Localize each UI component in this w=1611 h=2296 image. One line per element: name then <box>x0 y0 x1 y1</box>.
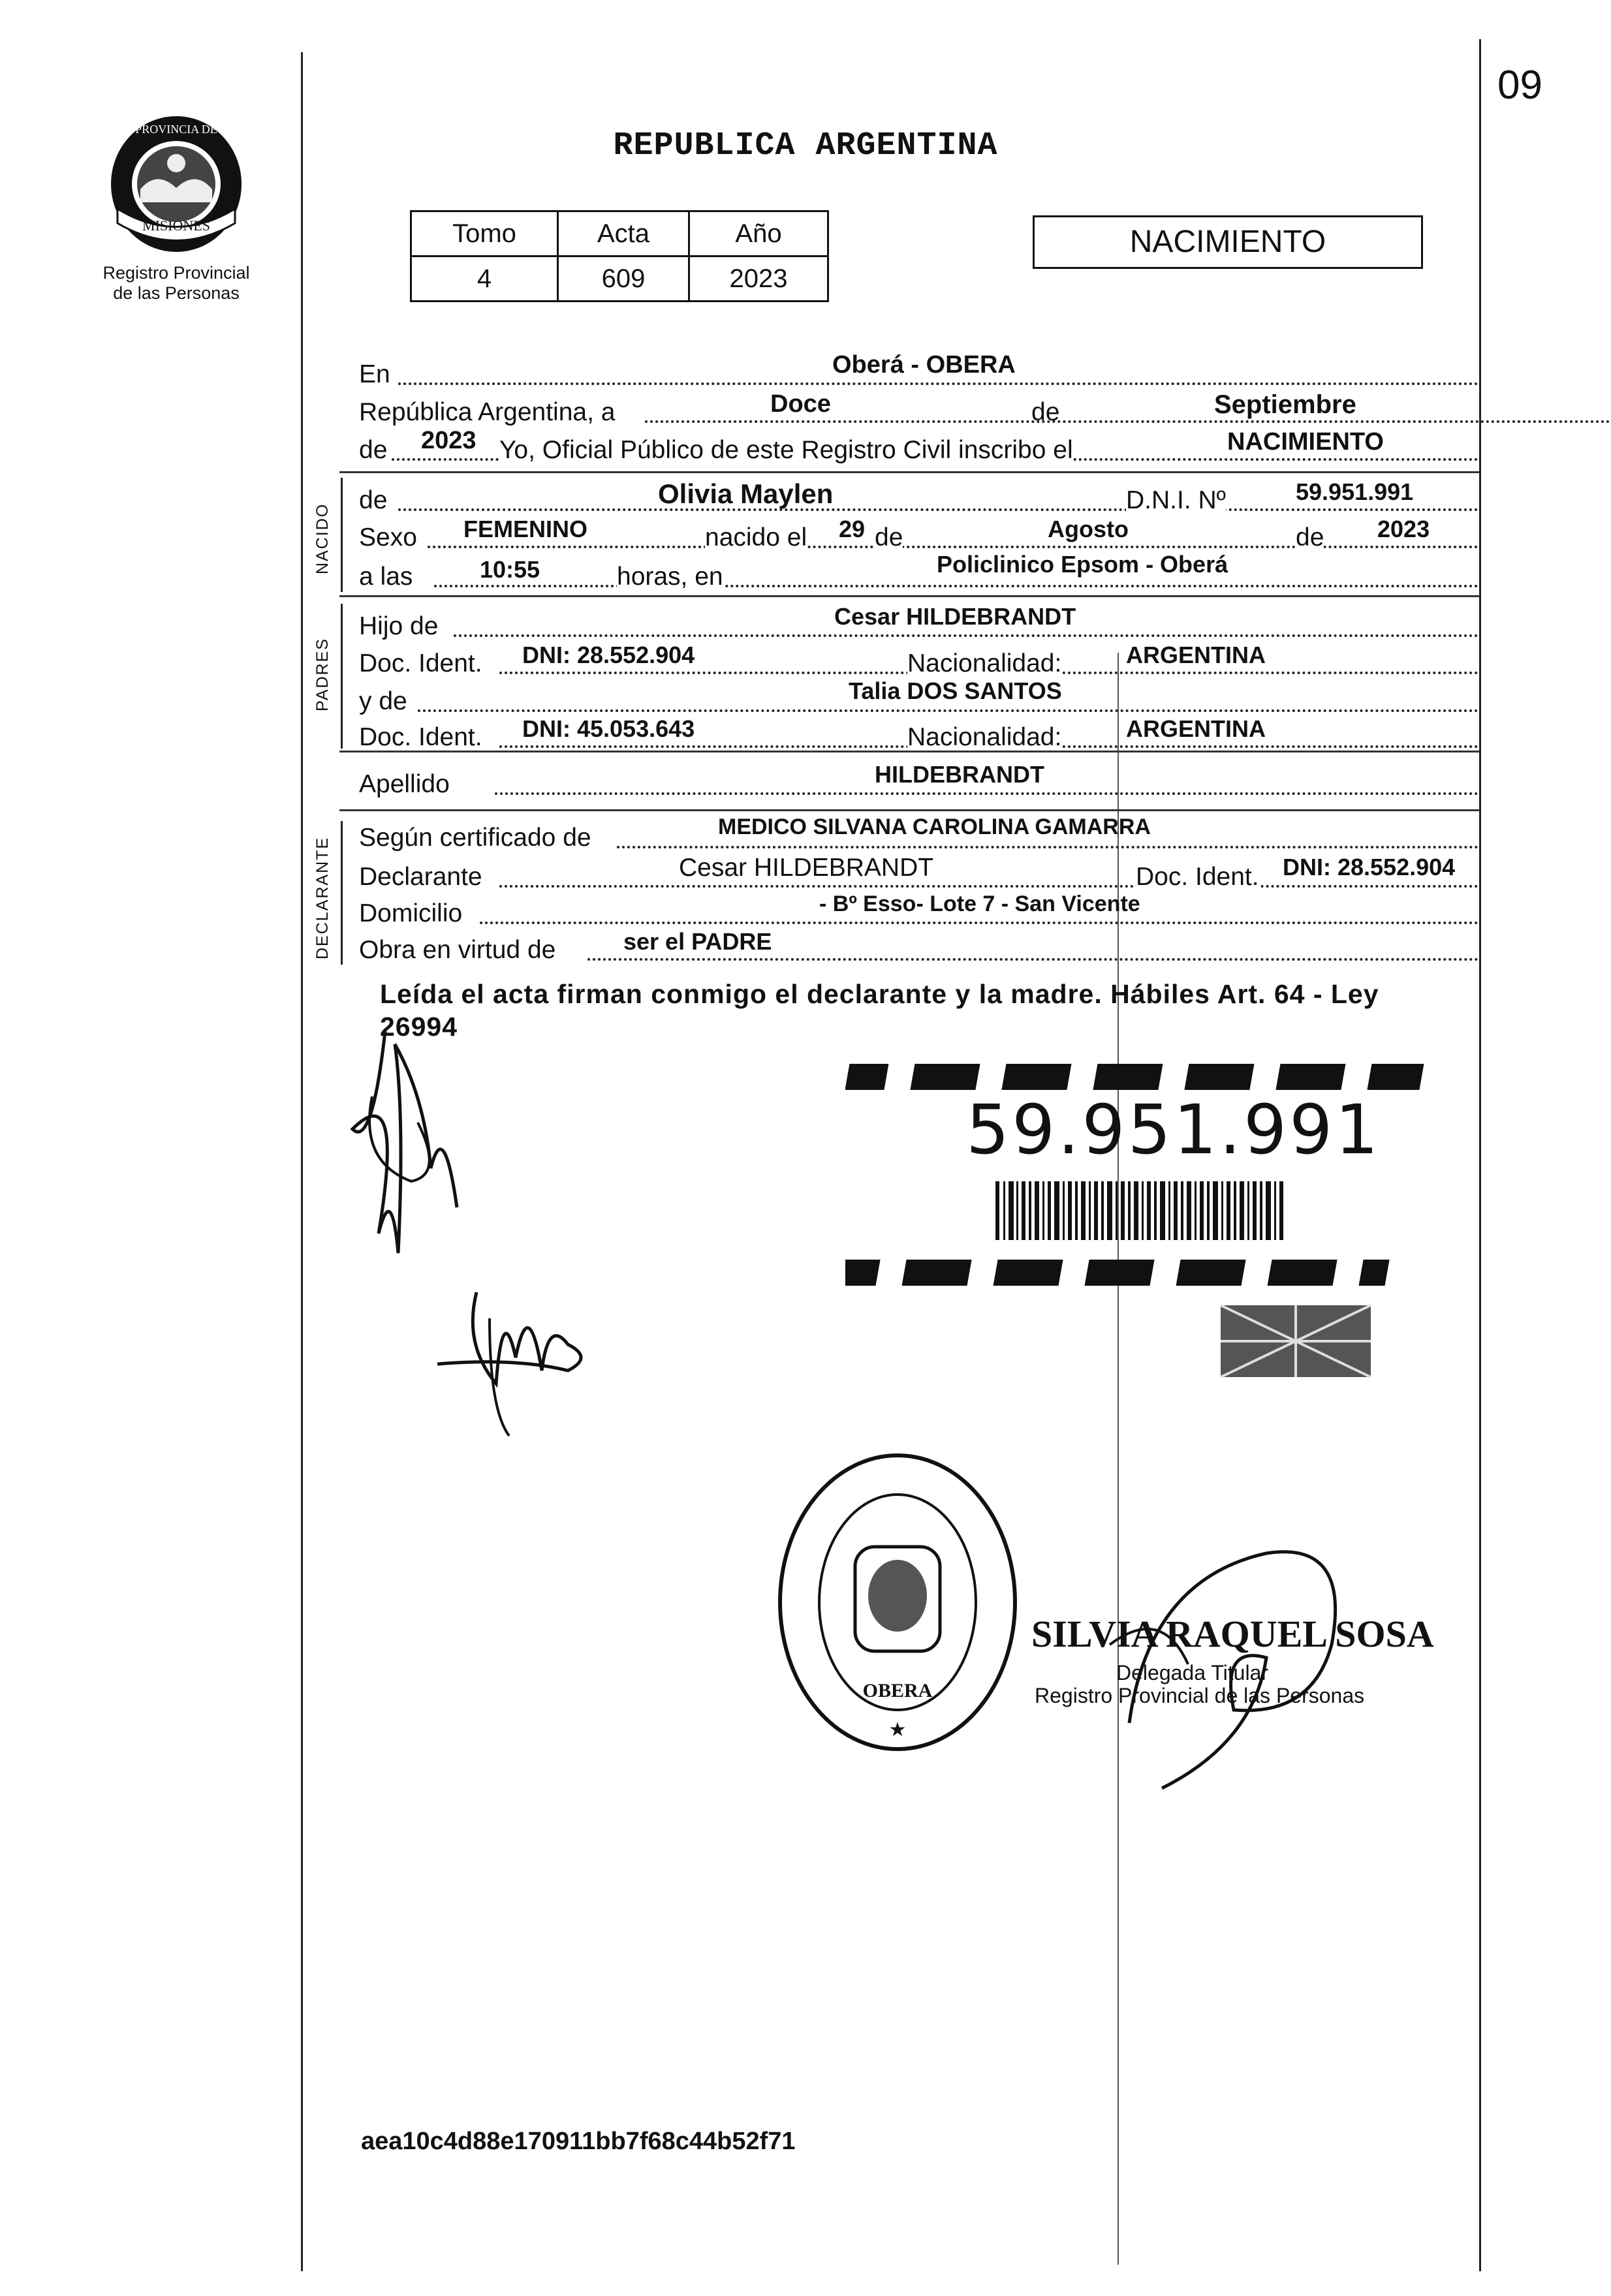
logo-caption <box>78 263 274 303</box>
svg-text:MISIONES: MISIONES <box>142 217 210 234</box>
sexo-value: FEMENINO <box>463 516 588 542</box>
birth-time: 10:55 <box>480 556 540 583</box>
child-dni: 59.951.991 <box>1296 478 1414 505</box>
section-label-nacido: NACIDO <box>313 503 332 574</box>
apellido-value: HILDEBRANDT <box>875 761 1044 788</box>
official-role: Delegada Titular <box>1116 1661 1269 1684</box>
registry-header-row <box>411 211 828 256</box>
value-tomo: 4 <box>411 256 558 302</box>
svg-text:PROVINCIA DE: PROVINCIA DE <box>135 123 217 136</box>
mother-nationality: ARGENTINA <box>1126 715 1266 742</box>
header-tomo: Tomo <box>411 211 558 256</box>
child-name: Olivia Maylen <box>658 478 834 509</box>
barcode-number: 59.951.991 <box>966 1090 1381 1170</box>
seal-city: OBERA <box>862 1680 933 1701</box>
father-doc-label: Doc. Ident. <box>359 649 482 677</box>
value-acta: 609 <box>558 256 689 302</box>
declarante-value: Cesar HILDEBRANDT <box>679 854 934 882</box>
closing-text-line2: 26994 <box>380 1012 458 1042</box>
registry-seal <box>770 1449 1025 1756</box>
mother-name: Talia DOS SANTOS <box>849 677 1062 704</box>
apellido-label: Apellido <box>359 770 450 798</box>
de-label-1: de <box>1031 398 1060 426</box>
birth-de-label-1: de <box>875 523 903 551</box>
dni-label: D.N.I. Nº <box>1126 486 1226 514</box>
birth-day: 29 <box>839 516 866 542</box>
month-value: Septiembre <box>1214 390 1356 419</box>
obra-value: ser el PADRE <box>623 928 772 955</box>
place-value: Oberá - OBERA <box>832 351 1016 379</box>
father-name: Cesar HILDEBRANDT <box>834 603 1076 630</box>
right-margin-line <box>1479 39 1481 2271</box>
year-value: 2023 <box>421 427 477 454</box>
father-nationality: ARGENTINA <box>1126 642 1266 668</box>
domicilio-value: - Bº Esso- Lote 7 - San Vicente <box>819 892 1140 916</box>
birth-month: Agosto <box>1048 516 1129 542</box>
document-title: REPUBLICA ARGENTINA <box>613 127 998 164</box>
mother-doc: DNI: 45.053.643 <box>522 715 695 742</box>
obra-label: Obra en virtud de <box>359 936 556 964</box>
mother-nat-label: Nacionalidad: <box>907 723 1062 751</box>
statement-text: Yo, Oficial Público de este Registro Civil inscribo el <box>499 436 1073 464</box>
act-type-box: NACIMIENTO <box>1033 215 1423 269</box>
father-nat-label: Nacionalidad: <box>907 649 1062 677</box>
nacido-de-label: de <box>359 486 388 514</box>
day-value: Doce <box>770 390 831 418</box>
cert-label: Según certificado de <box>359 824 591 852</box>
declarante-label: Declarante <box>359 863 482 891</box>
declarant-signatures <box>333 1018 607 1488</box>
birth-place: Policlinico Epsom - Oberá <box>937 551 1228 578</box>
official-name: SILVIA RAQUEL SOSA <box>1031 1613 1434 1655</box>
declarante-doc-label: Doc. Ident. <box>1136 863 1259 891</box>
domicilio-label: Domicilio <box>359 899 463 927</box>
official-office: Registro Provincial de las Personas <box>1035 1684 1365 1707</box>
sexo-label: Sexo <box>359 523 417 551</box>
hijo-de-label: Hijo de <box>359 612 439 640</box>
mother-doc-label: Doc. Ident. <box>359 723 482 751</box>
de-label-2: de <box>359 436 388 464</box>
father-doc: DNI: 28.552.904 <box>522 642 695 668</box>
closing-text-line1: Leída el acta firman conmigo el declarante y la madre. Hábiles Art. 64 - Ley <box>380 979 1379 1009</box>
document-hash: aea10c4d88e170911bb7f68c44b52f71 <box>361 2128 796 2155</box>
header-anio: Año <box>689 211 828 256</box>
logo-caption-line2: de las Personas <box>113 283 240 303</box>
declarante-doc: DNI: 28.552.904 <box>1283 854 1456 880</box>
cert-value: MEDICO SILVANA CAROLINA GAMARRA <box>718 814 1151 839</box>
section-label-declarante: DECLARANTE <box>313 836 332 959</box>
nacido-el-label: nacido el <box>705 523 807 551</box>
svg-text:★: ★ <box>888 1719 907 1741</box>
section-label-padres: PADRES <box>313 638 332 711</box>
act-value: NACIMIENTO <box>1227 428 1384 456</box>
birth-year: 2023 <box>1377 516 1430 542</box>
value-anio: 2023 <box>689 256 828 302</box>
registry-table <box>410 210 829 302</box>
y-de-label: y de <box>359 687 407 715</box>
left-margin-line <box>301 52 303 2271</box>
logo-caption-line1: Registro Provincial <box>102 263 250 283</box>
birth-de-label-2: de <box>1296 523 1324 551</box>
en-label: En <box>359 360 390 388</box>
header-acta: Acta <box>558 211 689 256</box>
page-number: 09 <box>1497 63 1542 108</box>
republica-label: República Argentina, a <box>359 398 616 426</box>
registry-value-row <box>411 256 828 302</box>
a-las-label: a las <box>359 563 413 591</box>
horas-label: horas, en <box>617 563 723 591</box>
